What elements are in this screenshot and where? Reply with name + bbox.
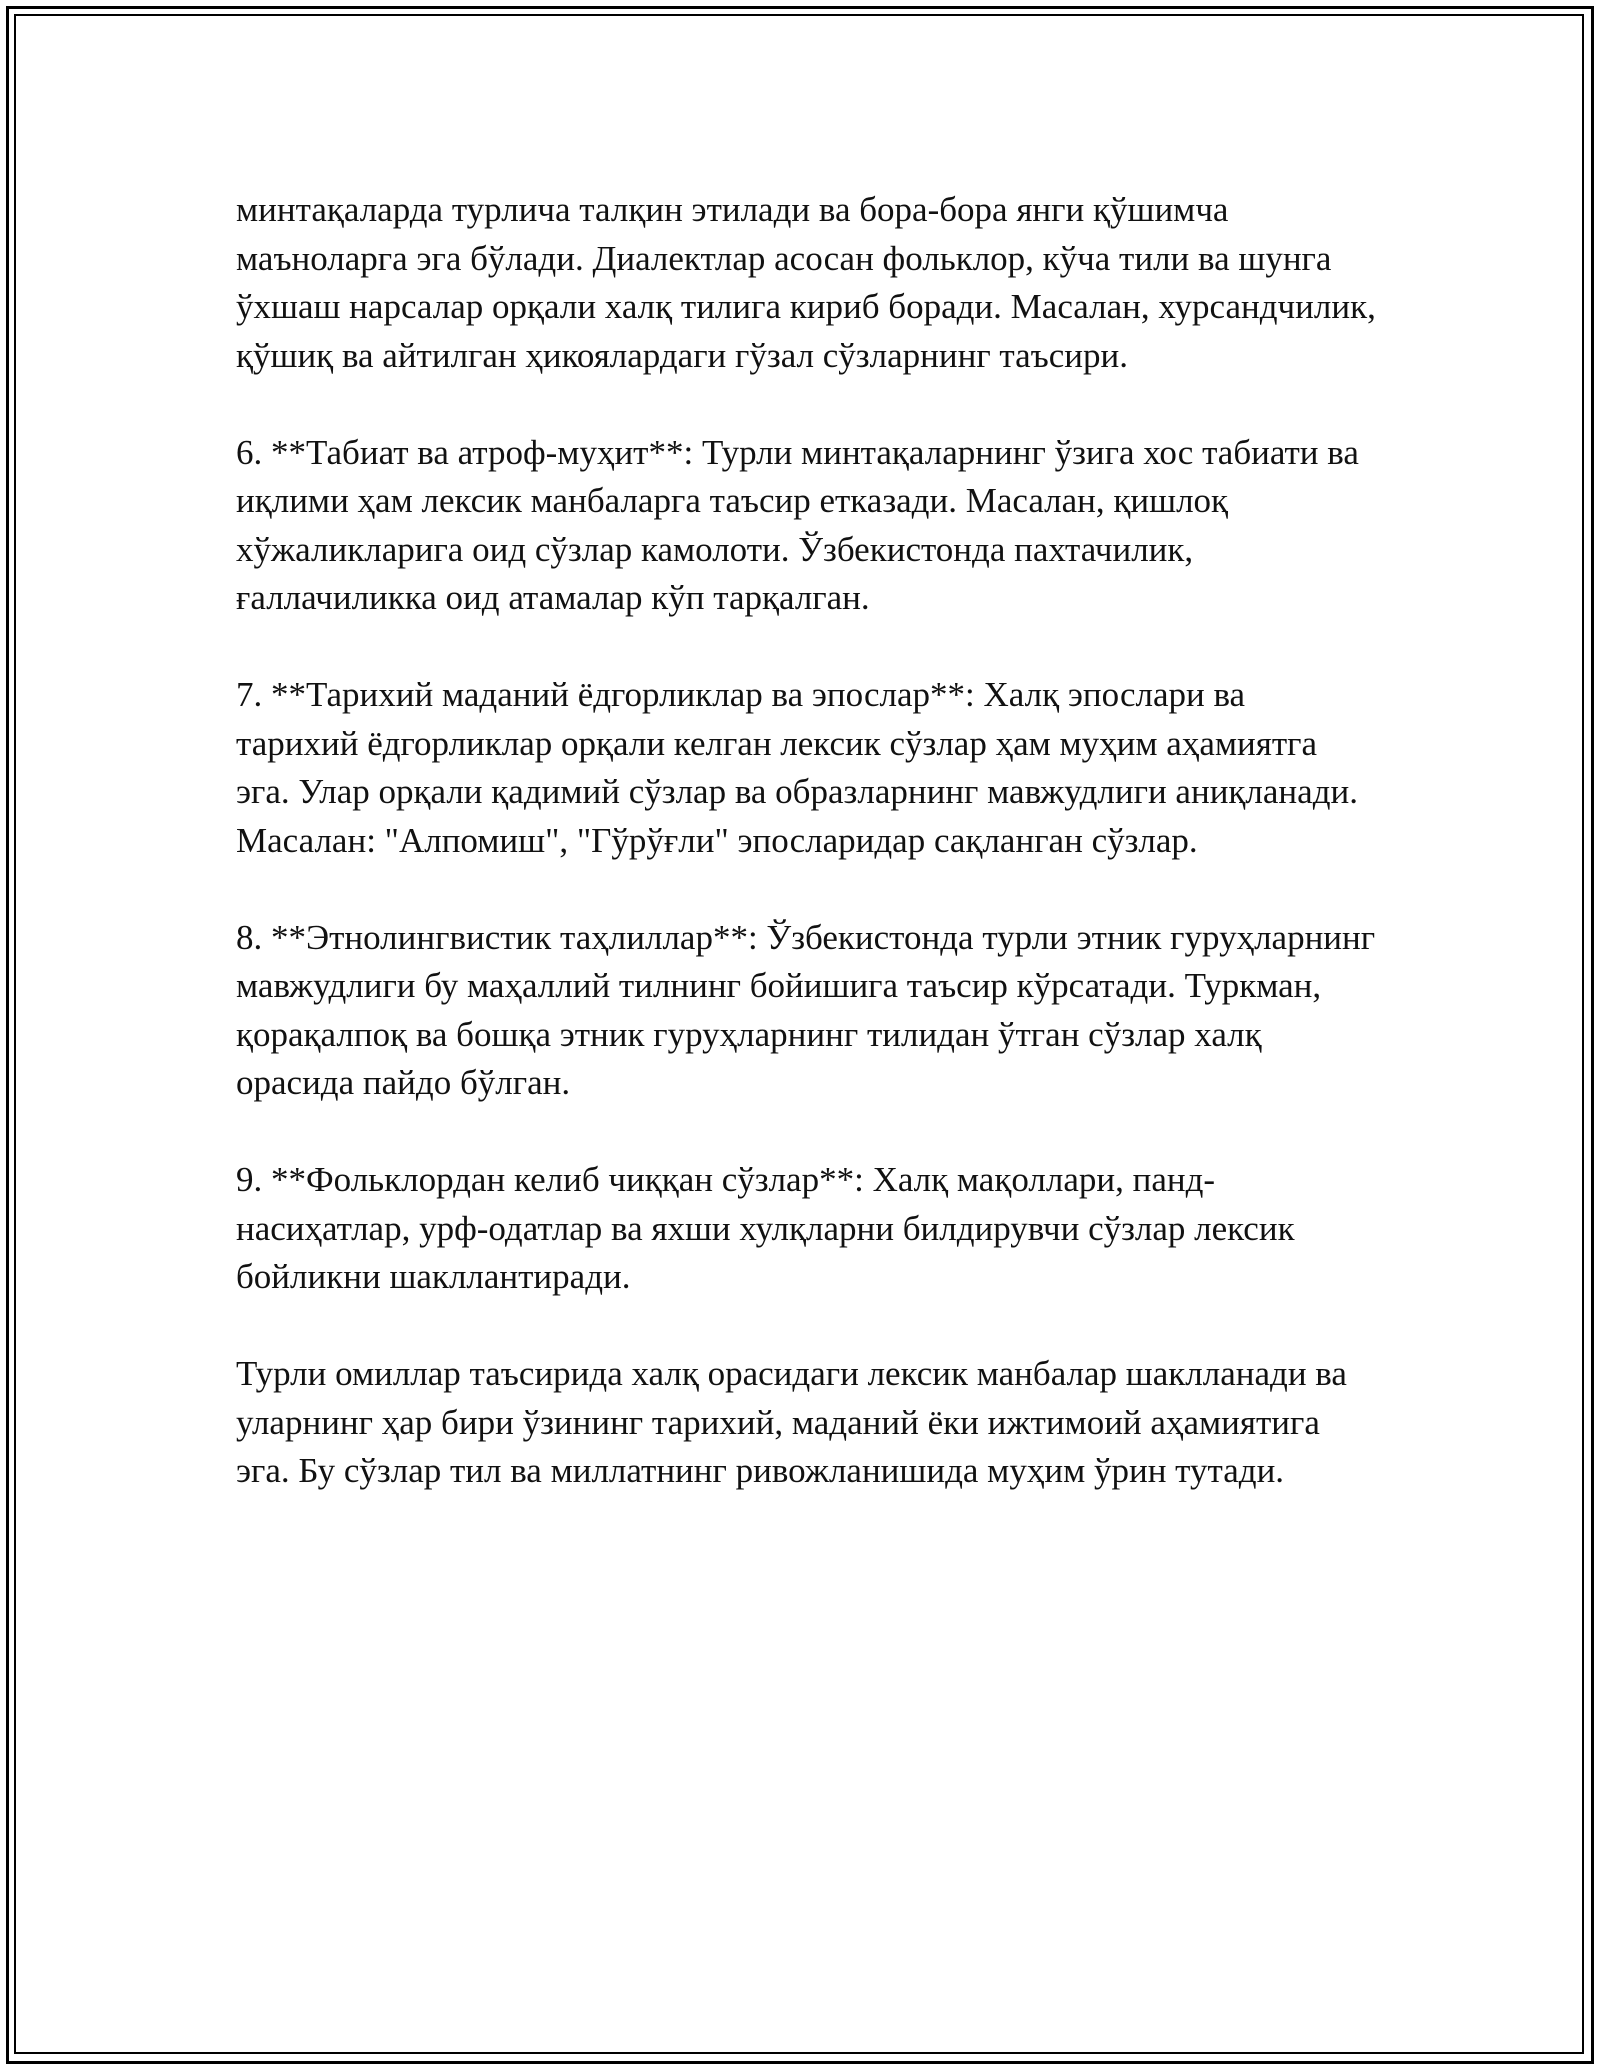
paragraph-continuation: минтақаларда турлича талқин этилади ва бора-бора янги қўшимча маъноларга эга бўлади. Диалектлар асосан фольклор, кўча тили ва шунга ўхшаш нарсалар орқали халқ тилига кириб боради. Масалан, хурсандчилик, қўшиқ ва айтилган ҳикоялардаги гўзал сўзларнинг таъсири. [236,190,1376,375]
paragraph-item-6: 6. **Табиат ва атроф-муҳит**: Турли минтақаларнинг ўзига хос табиати ва иқлими ҳам лексик манбаларга таъсир етказади. Масалан, қишлоқ хўжаликларига оид сўзлар камолоти. Ўзбекистонда пахтачилик, ғаллачиликка оид атамалар кўп тарқалган. [236,432,1359,617]
paragraph-conclusion: Турли омиллар таъсирида халқ орасидаги лексик манбалар шаклланади ва уларнинг ҳар бири ўзининг тарихий, маданий ёки ижтимоий аҳамиятига эга. Бу сўзлар тил ва миллатнинг ривожланишида муҳим ўрин тутади. [236,1354,1347,1490]
document-body [236,186,1376,1496]
paragraph-item-8: 8. **Этнолингвистик таҳлиллар**: Ўзбекистонда турли этник гуруҳларнинг мавжудлиги бу маҳаллий тилнинг бойишига таъсир кўрсатади. Туркман, қорақалпоқ ва бошқа этник гуруҳларнинг тилидан ўтган сўзлар халқ орасида пайдо бўлган. [236,917,1376,1102]
paragraph-item-7: 7. **Тарихий маданий ёдгорликлар ва эпослар**: Халқ эпослари ва тарихий ёдгорликлар орқали келган лексик сўзлар ҳам муҳим аҳамиятга эга. Улар орқали қадимий сўзлар ва образларнинг мавжудлиги аниқланади. Масалан: "Алпомиш", "Гўрўғли" эпосларидар сақланган сўзлар. [236,675,1358,860]
paragraph-item-9: 9. **Фольклордан келиб чиққан сўзлар**: Халқ мақоллари, панд-насиҳатлар, урф-одатлар ва яхши хулқларни билдирувчи сўзлар лексик бойликни шакллантиради. [236,1160,1295,1296]
